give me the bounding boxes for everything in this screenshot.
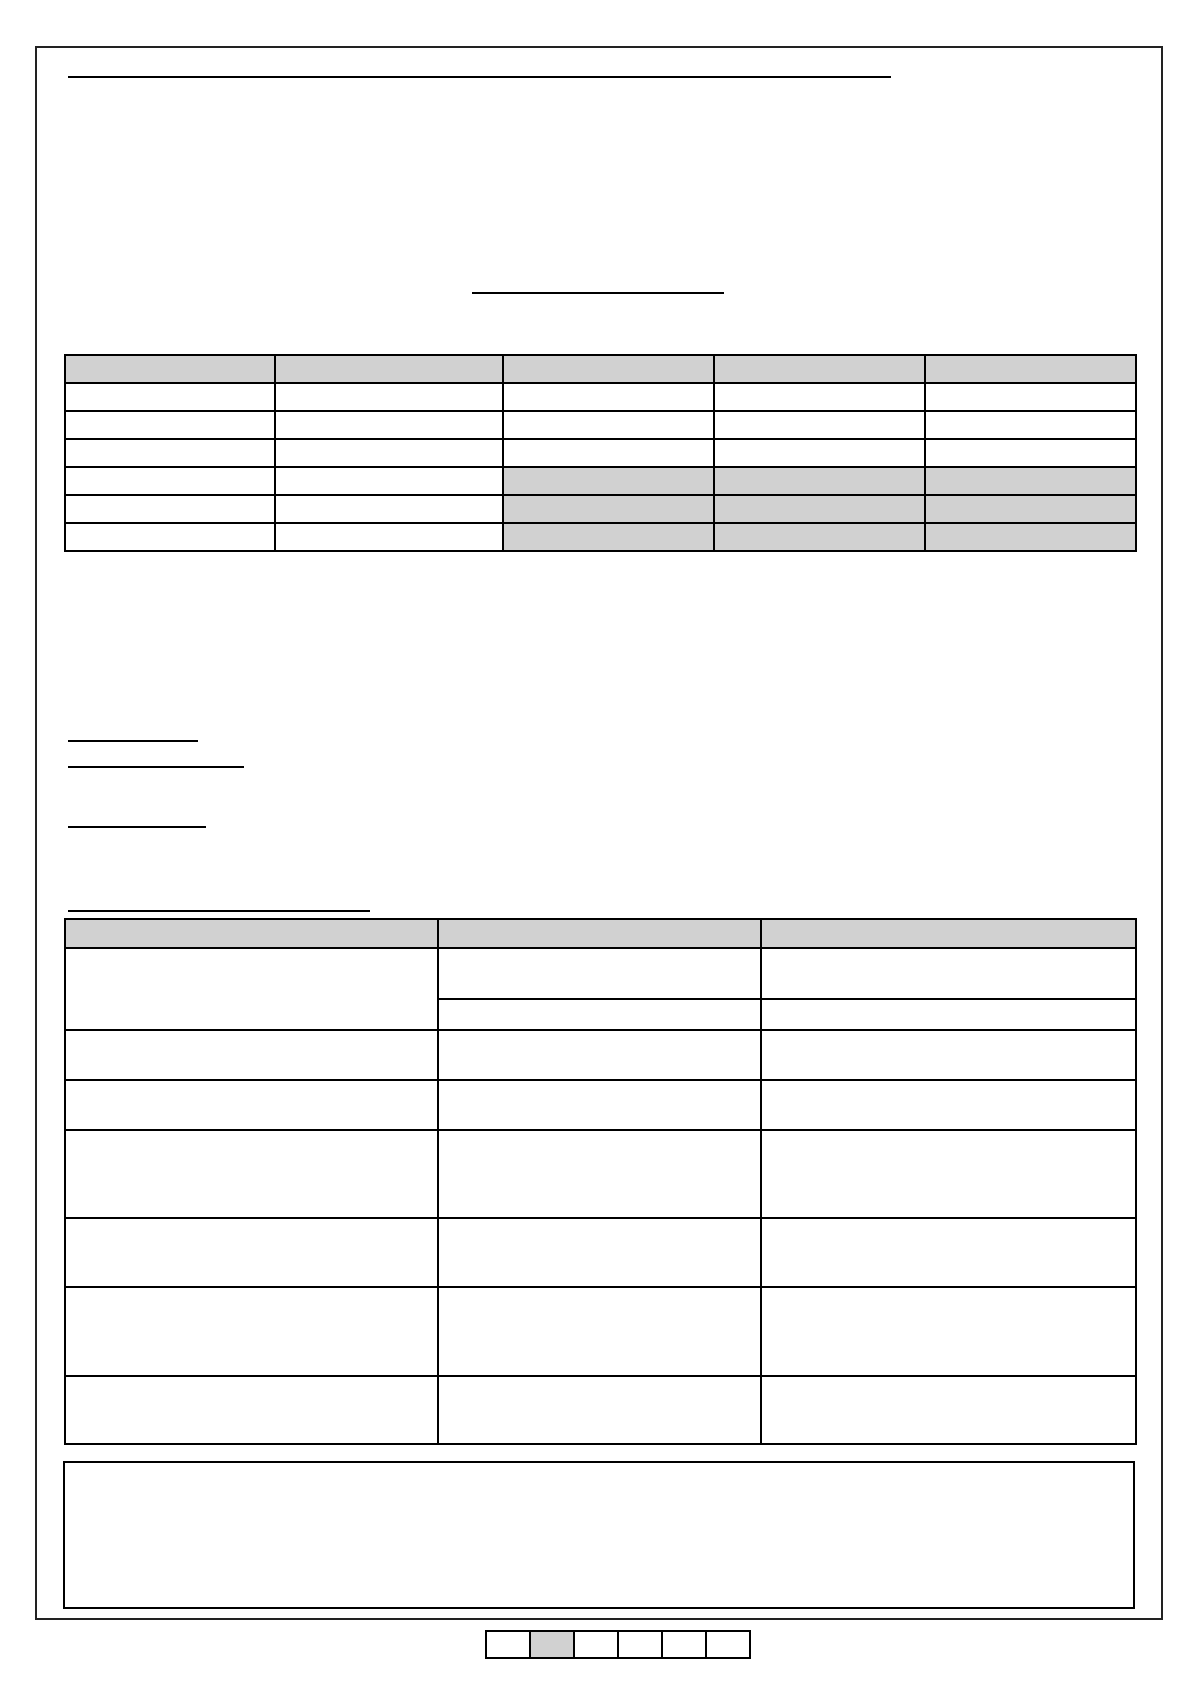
- page-navigation: [485, 1630, 751, 1659]
- table-cell: [275, 411, 503, 439]
- page-tab[interactable]: [662, 1631, 706, 1658]
- table-cell: [65, 523, 275, 551]
- header-cell: [925, 355, 1136, 383]
- header-cell: [503, 355, 714, 383]
- table-cell: [761, 1130, 1136, 1218]
- table-cell: [925, 383, 1136, 411]
- table-cell: [925, 495, 1136, 523]
- table-cell: [761, 1218, 1136, 1287]
- notes-heading-rule-3: [68, 826, 206, 828]
- table-cell: [275, 439, 503, 467]
- header-cell: [65, 355, 275, 383]
- notes-heading-rule-1: [68, 740, 198, 742]
- notes-heading-rule-2: [68, 766, 244, 768]
- table-row: [65, 439, 1136, 467]
- table-cell: [503, 523, 714, 551]
- table-cell: [275, 495, 503, 523]
- page-tab[interactable]: [574, 1631, 618, 1658]
- table-cell: [438, 1030, 761, 1080]
- table-cell: [65, 1287, 438, 1376]
- table-cell: [503, 467, 714, 495]
- table-cell: [65, 467, 275, 495]
- header-cell: [714, 355, 925, 383]
- detail-table: [64, 918, 1137, 1445]
- table-cell: [275, 467, 503, 495]
- table-cell: [65, 383, 275, 411]
- table-row: [65, 1030, 1136, 1080]
- table-cell: [503, 411, 714, 439]
- table-header-row: [65, 919, 1136, 948]
- table-cell: [714, 411, 925, 439]
- table-cell: [438, 1218, 761, 1287]
- table-cell: [65, 411, 275, 439]
- section-heading-rule: [472, 292, 724, 294]
- table-cell: [761, 1080, 1136, 1130]
- table-row: [65, 383, 1136, 411]
- table-cell: [761, 1287, 1136, 1376]
- table-cell: [65, 1130, 438, 1218]
- table-cell: [714, 383, 925, 411]
- table-row: [65, 1080, 1136, 1130]
- table-cell: [761, 1376, 1136, 1444]
- table-cell: [925, 411, 1136, 439]
- table-cell: [503, 383, 714, 411]
- table-cell: [925, 523, 1136, 551]
- table-cell: [65, 1376, 438, 1444]
- table-cell: [65, 1080, 438, 1130]
- table-cell: [714, 523, 925, 551]
- table-row: [65, 1376, 1136, 1444]
- table-cell: [438, 1287, 761, 1376]
- table-cell: [438, 1080, 761, 1130]
- table-cell: [65, 1030, 438, 1080]
- table-cell: [761, 948, 1136, 999]
- page-tab[interactable]: [618, 1631, 662, 1658]
- table-row: [65, 495, 1136, 523]
- table-cell: [438, 1376, 761, 1444]
- table-cell: [438, 948, 761, 999]
- table-cell: [275, 523, 503, 551]
- table-row: [65, 467, 1136, 495]
- header-cell: [761, 919, 1136, 948]
- title-rule: [68, 76, 891, 78]
- table-cell: [925, 467, 1136, 495]
- table-cell: [761, 1030, 1136, 1080]
- table-cell: [65, 495, 275, 523]
- table-cell: [714, 495, 925, 523]
- header-cell: [438, 919, 761, 948]
- table-cell: [65, 948, 438, 1030]
- table-row: [65, 411, 1136, 439]
- table-cell: [761, 999, 1136, 1030]
- table-cell: [714, 439, 925, 467]
- table-row: [65, 1218, 1136, 1287]
- table-cell: [275, 383, 503, 411]
- table-row: [65, 1287, 1136, 1376]
- page-tab[interactable]: [486, 1631, 530, 1658]
- table-cell: [503, 439, 714, 467]
- table-cell: [503, 495, 714, 523]
- notes-box: [63, 1461, 1135, 1609]
- table-cell: [65, 439, 275, 467]
- page-tab-active[interactable]: [530, 1631, 574, 1658]
- table-header-row: [65, 355, 1136, 383]
- table2-heading-rule: [68, 910, 370, 912]
- table-row: [65, 948, 1136, 999]
- table-cell: [438, 1130, 761, 1218]
- table-cell: [925, 439, 1136, 467]
- table-cell: [714, 467, 925, 495]
- header-cell: [275, 355, 503, 383]
- header-cell: [65, 919, 438, 948]
- page-tab[interactable]: [706, 1631, 750, 1658]
- table-row: [65, 1130, 1136, 1218]
- summary-table: [64, 354, 1137, 552]
- table-cell: [65, 1218, 438, 1287]
- table-row: [65, 523, 1136, 551]
- table-cell: [438, 999, 761, 1030]
